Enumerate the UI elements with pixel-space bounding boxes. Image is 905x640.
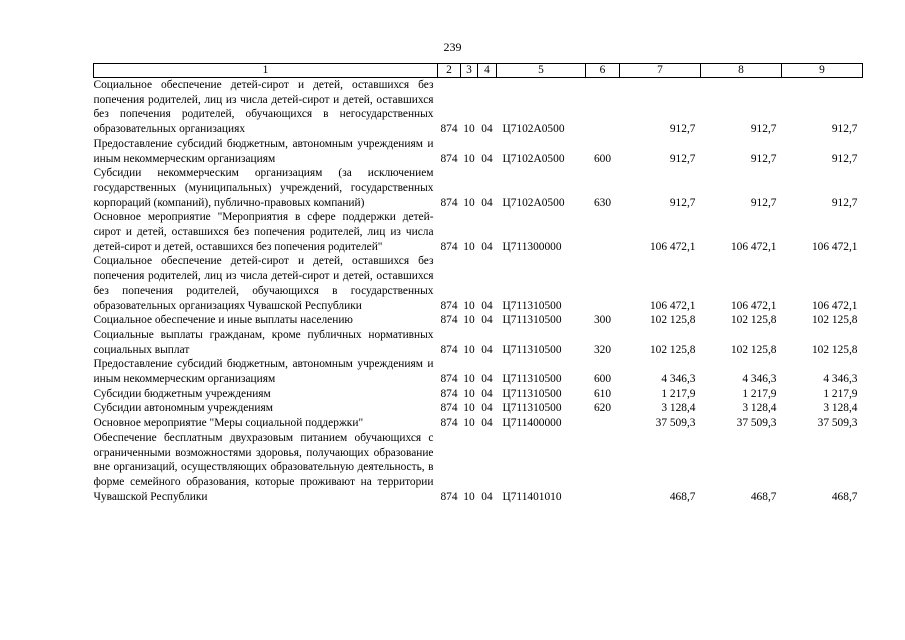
row-section-code: 10 <box>463 490 475 503</box>
row-expense-type-code: 610 <box>593 387 612 400</box>
row-subsection-code: 04 <box>481 196 493 209</box>
row-section-code: 10 <box>463 299 475 312</box>
row-expense-type-code <box>586 78 620 137</box>
row-name: Социальное обеспечение детей-сирот и детей, оставшихся без попечения родителей, лиц из числа детей-сирот и детей, оставшихся без попечения родителей, обучающихся в государственных образовательных организациях Чувашской Республики <box>93 255 434 312</box>
row-amount-col8: 37 509,3 <box>736 417 777 430</box>
row-expense-type-code: 630 <box>593 196 612 209</box>
row-amount-col9: 912,7 <box>831 196 858 209</box>
row-target-article-code: Ц7102А0500 <box>502 196 565 209</box>
row-name: Социальное обеспечение детей-сирот и детей, оставшихся без попечения родителей, лиц из числа детей-сирот и детей, оставшихся без попечения родителей, обучающихся в негосударственных образовательных организациях <box>93 79 434 136</box>
row-section-code: 10 <box>463 343 475 356</box>
table-row <box>94 387 863 402</box>
column-header-2: 2 <box>438 64 461 78</box>
row-amount-col9: 106 472,1 <box>811 240 858 253</box>
column-header-7: 7 <box>620 64 701 78</box>
row-target-article-code: Ц711310500 <box>502 314 562 327</box>
row-target-article-code: Ц711310500 <box>502 343 562 356</box>
column-header-5: 5 <box>497 64 586 78</box>
row-grbs-code: 874 <box>440 299 458 312</box>
row-amount-col8: 102 125,8 <box>730 314 777 327</box>
row-amount-col7: 102 125,8 <box>649 314 696 327</box>
row-name: Субсидии бюджетным учреждениям <box>93 387 271 400</box>
row-name: Обеспечение бесплатным двухразовым питанием обучающихся с ограниченными возможностями здоровья, получающих образование вне организаций, осуществляющих образовательную деятельность, в форме семейного образования, которые проживают на территории Чувашской Республики <box>93 431 434 503</box>
row-amount-col9: 912,7 <box>831 152 858 165</box>
row-subsection-code: 04 <box>481 152 493 165</box>
row-amount-col8: 102 125,8 <box>730 343 777 356</box>
row-target-article-code: Ц711310500 <box>502 387 562 400</box>
row-expense-type-code: 600 <box>593 373 612 386</box>
row-subsection-code: 04 <box>481 123 493 136</box>
row-grbs-code: 874 <box>440 123 458 136</box>
row-grbs-code: 874 <box>440 240 458 253</box>
row-amount-col9: 102 125,8 <box>811 343 858 356</box>
table-row <box>94 416 863 431</box>
row-amount-col8: 912,7 <box>750 152 777 165</box>
row-grbs-code: 874 <box>440 490 458 503</box>
budget-table <box>93 63 863 504</box>
column-header-4: 4 <box>478 64 497 78</box>
table-row <box>94 357 863 386</box>
row-expense-type-code <box>586 254 620 313</box>
row-amount-col8: 1 217,9 <box>742 387 777 400</box>
row-grbs-code: 874 <box>440 314 458 327</box>
row-target-article-code: Ц711310500 <box>502 299 562 312</box>
table-row <box>94 328 863 357</box>
row-expense-type-code: 320 <box>593 343 612 356</box>
row-amount-col9: 912,7 <box>831 123 858 136</box>
row-subsection-code: 04 <box>481 387 493 400</box>
row-expense-type-code: 600 <box>593 152 612 165</box>
row-amount-col8: 4 346,3 <box>742 373 777 386</box>
column-header-6: 6 <box>586 64 620 78</box>
row-grbs-code: 874 <box>440 402 458 415</box>
row-section-code: 10 <box>463 196 475 209</box>
row-amount-col8: 106 472,1 <box>730 240 777 253</box>
row-expense-type-code <box>586 431 620 505</box>
table-row <box>94 78 863 137</box>
row-amount-col7: 912,7 <box>669 196 696 209</box>
row-section-code: 10 <box>463 402 475 415</box>
row-expense-type-code <box>586 210 620 254</box>
row-subsection-code: 04 <box>481 373 493 386</box>
row-name: Субсидии автономным учреждениям <box>93 402 273 415</box>
row-subsection-code: 04 <box>481 490 493 503</box>
row-amount-col9: 468,7 <box>831 490 858 503</box>
row-amount-col7: 3 128,4 <box>661 402 696 415</box>
row-expense-type-code: 620 <box>593 402 612 415</box>
row-amount-col7: 106 472,1 <box>649 240 696 253</box>
row-target-article-code: Ц711401010 <box>502 490 562 503</box>
row-name: Социальные выплаты гражданам, кроме публичных нормативных социальных выплат <box>93 328 434 356</box>
row-amount-col8: 3 128,4 <box>742 402 777 415</box>
row-expense-type-code: 300 <box>593 314 612 327</box>
row-amount-col8: 912,7 <box>750 123 777 136</box>
row-target-article-code: Ц711300000 <box>502 240 562 253</box>
row-grbs-code: 874 <box>440 373 458 386</box>
row-section-code: 10 <box>463 123 475 136</box>
row-amount-col7: 912,7 <box>669 123 696 136</box>
row-name: Основное мероприятие "Мероприятия в сфере поддержки детей-сирот и детей, оставшихся без попечения родителей, лиц из числа детей-сирот и детей, оставшихся без попечения родителей" <box>93 211 434 253</box>
row-grbs-code: 874 <box>440 387 458 400</box>
row-name: Субсидии некоммерческим организациям (за исключением государственных (муниципальных) учреждений, государственных корпораций (компаний), публично-правовых компаний) <box>93 167 434 209</box>
row-target-article-code: Ц711310500 <box>502 402 562 415</box>
header-row <box>94 64 863 78</box>
row-target-article-code: Ц7102А0500 <box>502 152 565 165</box>
row-section-code: 10 <box>463 314 475 327</box>
row-name: Основное мероприятие "Меры социальной поддержки" <box>93 417 364 430</box>
table-row <box>94 137 863 166</box>
page-number: 239 <box>443 40 462 54</box>
table-row <box>94 254 863 313</box>
row-amount-col7: 1 217,9 <box>661 387 696 400</box>
row-amount-col9: 4 346,3 <box>823 373 858 386</box>
row-amount-col8: 912,7 <box>750 196 777 209</box>
column-header-8: 8 <box>701 64 782 78</box>
row-amount-col7: 37 509,3 <box>655 417 696 430</box>
column-header-9: 9 <box>782 64 863 78</box>
row-amount-col7: 102 125,8 <box>649 343 696 356</box>
row-name: Социальное обеспечение и иные выплаты населению <box>93 314 353 327</box>
row-subsection-code: 04 <box>481 299 493 312</box>
row-grbs-code: 874 <box>440 152 458 165</box>
table-row <box>94 166 863 210</box>
row-subsection-code: 04 <box>481 240 493 253</box>
row-amount-col9: 3 128,4 <box>823 402 858 415</box>
row-amount-col7: 468,7 <box>669 490 696 503</box>
row-section-code: 10 <box>463 417 475 430</box>
row-grbs-code: 874 <box>440 343 458 356</box>
row-amount-col8: 106 472,1 <box>730 299 777 312</box>
column-header-3: 3 <box>461 64 478 78</box>
row-amount-col9: 37 509,3 <box>817 417 858 430</box>
row-section-code: 10 <box>463 240 475 253</box>
row-amount-col7: 106 472,1 <box>649 299 696 312</box>
column-header-1: 1 <box>94 64 438 78</box>
row-section-code: 10 <box>463 387 475 400</box>
row-amount-col8: 468,7 <box>750 490 777 503</box>
row-subsection-code: 04 <box>481 314 493 327</box>
row-name: Предоставление субсидий бюджетным, автономным учреждениям и иным некоммерческим организациям <box>93 137 434 165</box>
row-subsection-code: 04 <box>481 417 493 430</box>
table-row <box>94 401 863 416</box>
row-subsection-code: 04 <box>481 402 493 415</box>
row-amount-col7: 912,7 <box>669 152 696 165</box>
row-grbs-code: 874 <box>440 417 458 430</box>
row-amount-col9: 1 217,9 <box>823 387 858 400</box>
row-grbs-code: 874 <box>440 196 458 209</box>
row-amount-col9: 102 125,8 <box>811 314 858 327</box>
row-target-article-code: Ц711310500 <box>502 373 562 386</box>
row-target-article-code: Ц7102А0500 <box>502 123 565 136</box>
table-body <box>94 78 863 505</box>
table-row <box>94 210 863 254</box>
row-subsection-code: 04 <box>481 343 493 356</box>
row-target-article-code: Ц711400000 <box>502 417 562 430</box>
table-row <box>94 431 863 505</box>
row-amount-col9: 106 472,1 <box>811 299 858 312</box>
row-section-code: 10 <box>463 152 475 165</box>
row-amount-col7: 4 346,3 <box>661 373 696 386</box>
row-section-code: 10 <box>463 373 475 386</box>
table-header <box>94 64 863 78</box>
table-row <box>94 313 863 328</box>
row-name: Предоставление субсидий бюджетным, автономным учреждениям и иным некоммерческим организациям <box>93 358 434 386</box>
row-expense-type-code <box>586 416 620 431</box>
